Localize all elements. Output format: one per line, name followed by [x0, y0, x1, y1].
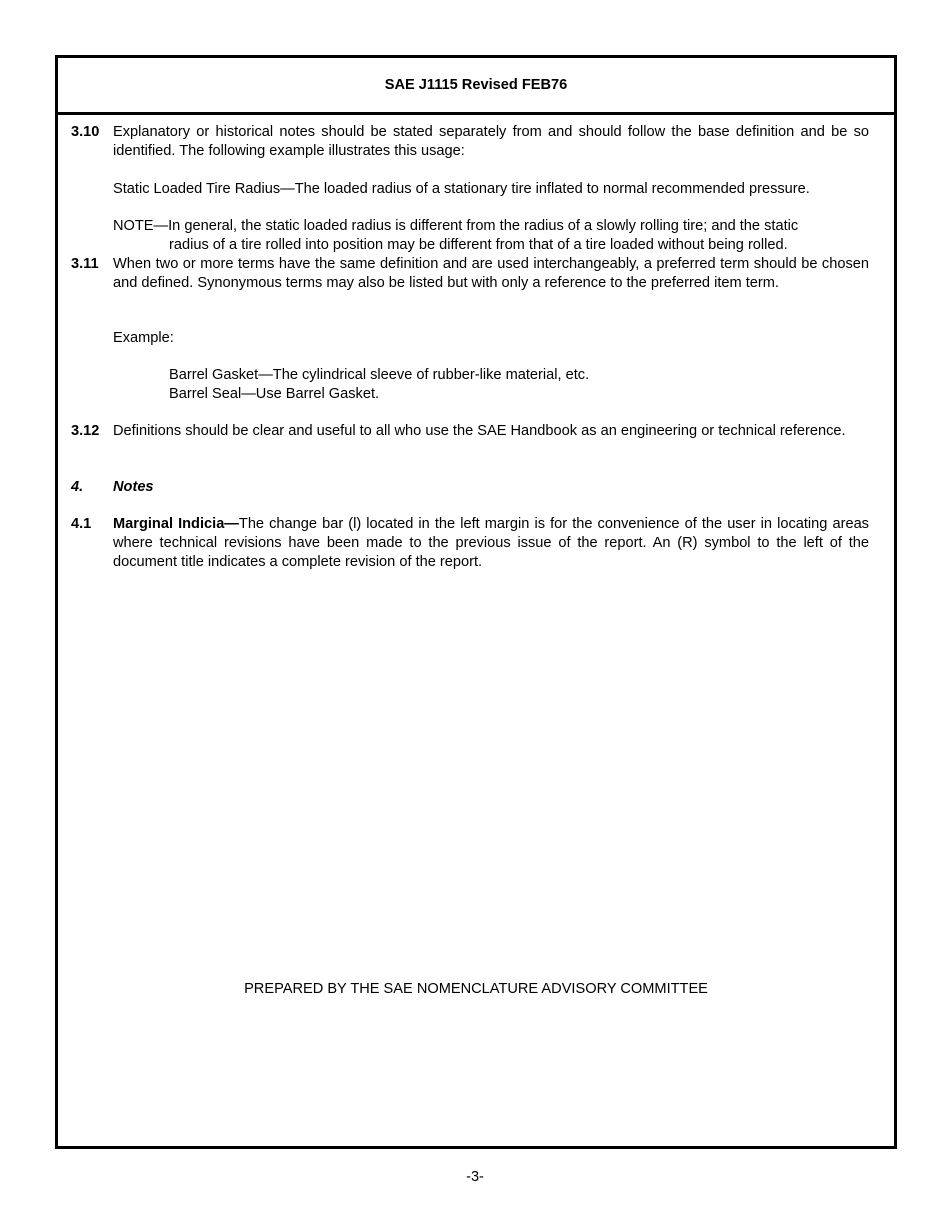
section-text: Definitions should be clear and useful to all who use the SAE Handbook as an engineering or technical reference.: [113, 423, 846, 439]
note-line-1: NOTE—In general, the static loaded radius is different from the radius of a slowly rolling tire; and the static: [113, 218, 799, 234]
section-text: Explanatory or historical notes should be stated separately from and should follow the base definition and be so identified. The following example illustrates this usage:: [113, 124, 869, 159]
document-title: SAE J1115 Revised FEB76: [384, 77, 568, 93]
document-header: [58, 58, 894, 115]
example-item: Barrel Seal—Use Barrel Gasket.: [169, 386, 380, 402]
definition-example: Static Loaded Tire Radius—The loaded radius of a stationary tire inflated to normal recommended pressure.: [113, 181, 810, 197]
section-3-11-example-items: [71, 366, 869, 404]
section-3-11-example-label: [71, 329, 869, 348]
term-definition: The change bar (l) located in the left margin is for the convenience of the user in locating areas where technical revisions have been made to the previous issue of the report. An (R) symbol to the left of the document title indicates a complete revision of the report.: [113, 516, 869, 570]
document-frame: [55, 55, 897, 1149]
page-number: -3-: [466, 1169, 484, 1185]
section-number: 3.10: [71, 124, 100, 140]
section-3-11: [71, 255, 869, 293]
section-number: 4.1: [71, 516, 92, 532]
section-number: 3.12: [71, 423, 100, 439]
example-item: Barrel Gasket—The cylindrical sleeve of rubber-like material, etc.: [169, 367, 590, 383]
section-number: 3.11: [71, 256, 99, 272]
section-text: When two or more terms have the same definition and are used interchangeably, a preferred term should be chosen and defined. Synonymous terms may also be listed but with only a reference to the preferred item term.: [113, 256, 869, 291]
note-line-2: radius of a tire rolled into position may be different from that of a tire loaded without being rolled.: [169, 237, 788, 253]
section-4-heading: [71, 478, 869, 497]
section-4-1: [71, 515, 869, 572]
section-text: [113, 515, 869, 572]
term-lead: Marginal Indicia—: [113, 516, 239, 532]
section-3-10: [71, 123, 869, 161]
section-3-10-example: [71, 180, 869, 199]
section-3-12: [71, 422, 869, 441]
section-number: 4.: [71, 479, 84, 495]
section-heading: Notes: [113, 479, 154, 495]
prepared-by: PREPARED BY THE SAE NOMENCLATURE ADVISORY COMMITTEE: [244, 981, 708, 997]
section-3-10-note: [71, 217, 869, 255]
example-label: Example:: [113, 330, 174, 346]
